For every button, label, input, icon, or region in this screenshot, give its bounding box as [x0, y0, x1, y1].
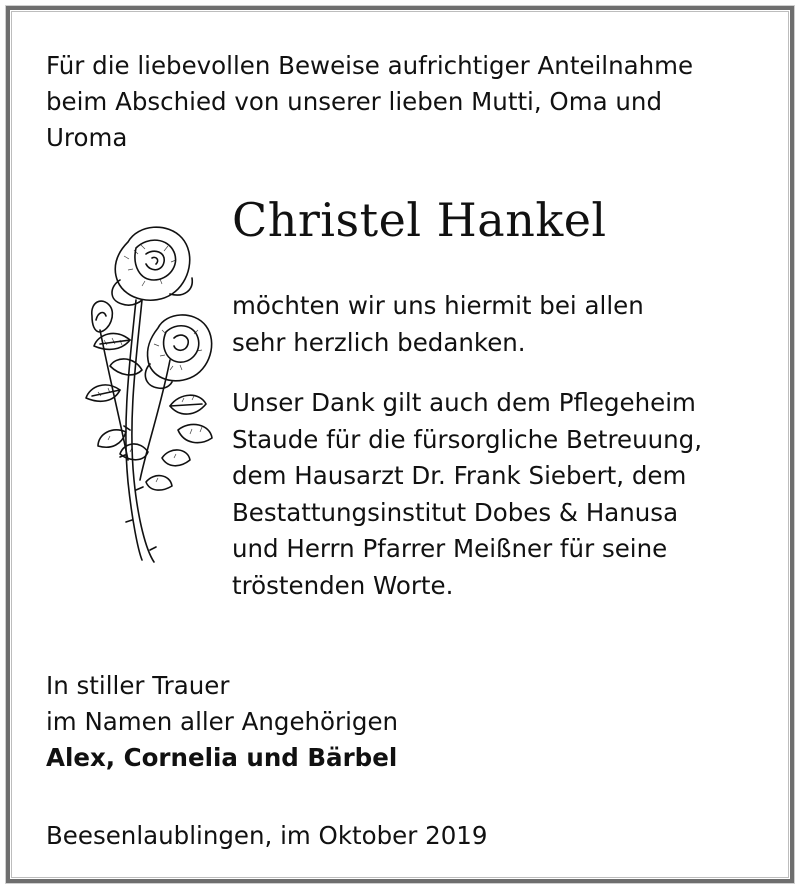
- closing-line: In stiller Trauer: [46, 671, 230, 700]
- closing-line: im Namen aller Angehörigen: [46, 707, 399, 736]
- thanks-line: sehr herzlich bedanken.: [232, 327, 526, 357]
- closing-text: [46, 668, 746, 776]
- paragraph-gap: [232, 361, 772, 385]
- thanks-line: möchten wir uns hiermit bei allen: [232, 291, 644, 320]
- dank-line: tröstenden Worte.: [232, 570, 454, 600]
- dank-line: dem Hausarzt Dr. Frank Siebert, dem: [232, 461, 687, 490]
- intro-line: Uroma: [46, 123, 128, 152]
- intro-line: beim Abschied von unserer lieben Mutti, Oma und: [46, 87, 662, 116]
- intro-line: Für die liebevollen Beweise aufrichtiger Anteilnahme: [46, 51, 694, 80]
- notice-frame: [6, 6, 794, 883]
- signers: Alex, Cornelia und Bärbel: [46, 743, 398, 772]
- dank-line: und Herrn Pfarrer Meißner für seine: [232, 534, 668, 563]
- deceased-name: Christel Hankel: [232, 193, 607, 247]
- thanks-text: [232, 288, 772, 604]
- dank-line: Unser Dank gilt auch dem Pflegeheim: [232, 388, 696, 417]
- place-date: Beesenlaublingen, im Oktober 2019: [46, 821, 488, 850]
- rose-icon: [50, 220, 220, 570]
- dank-line: Bestattungsinstitut Dobes & Hanusa: [232, 497, 679, 527]
- dank-line: Staude für die fürsorgliche Betreuung,: [232, 424, 703, 454]
- intro-text: [46, 48, 766, 156]
